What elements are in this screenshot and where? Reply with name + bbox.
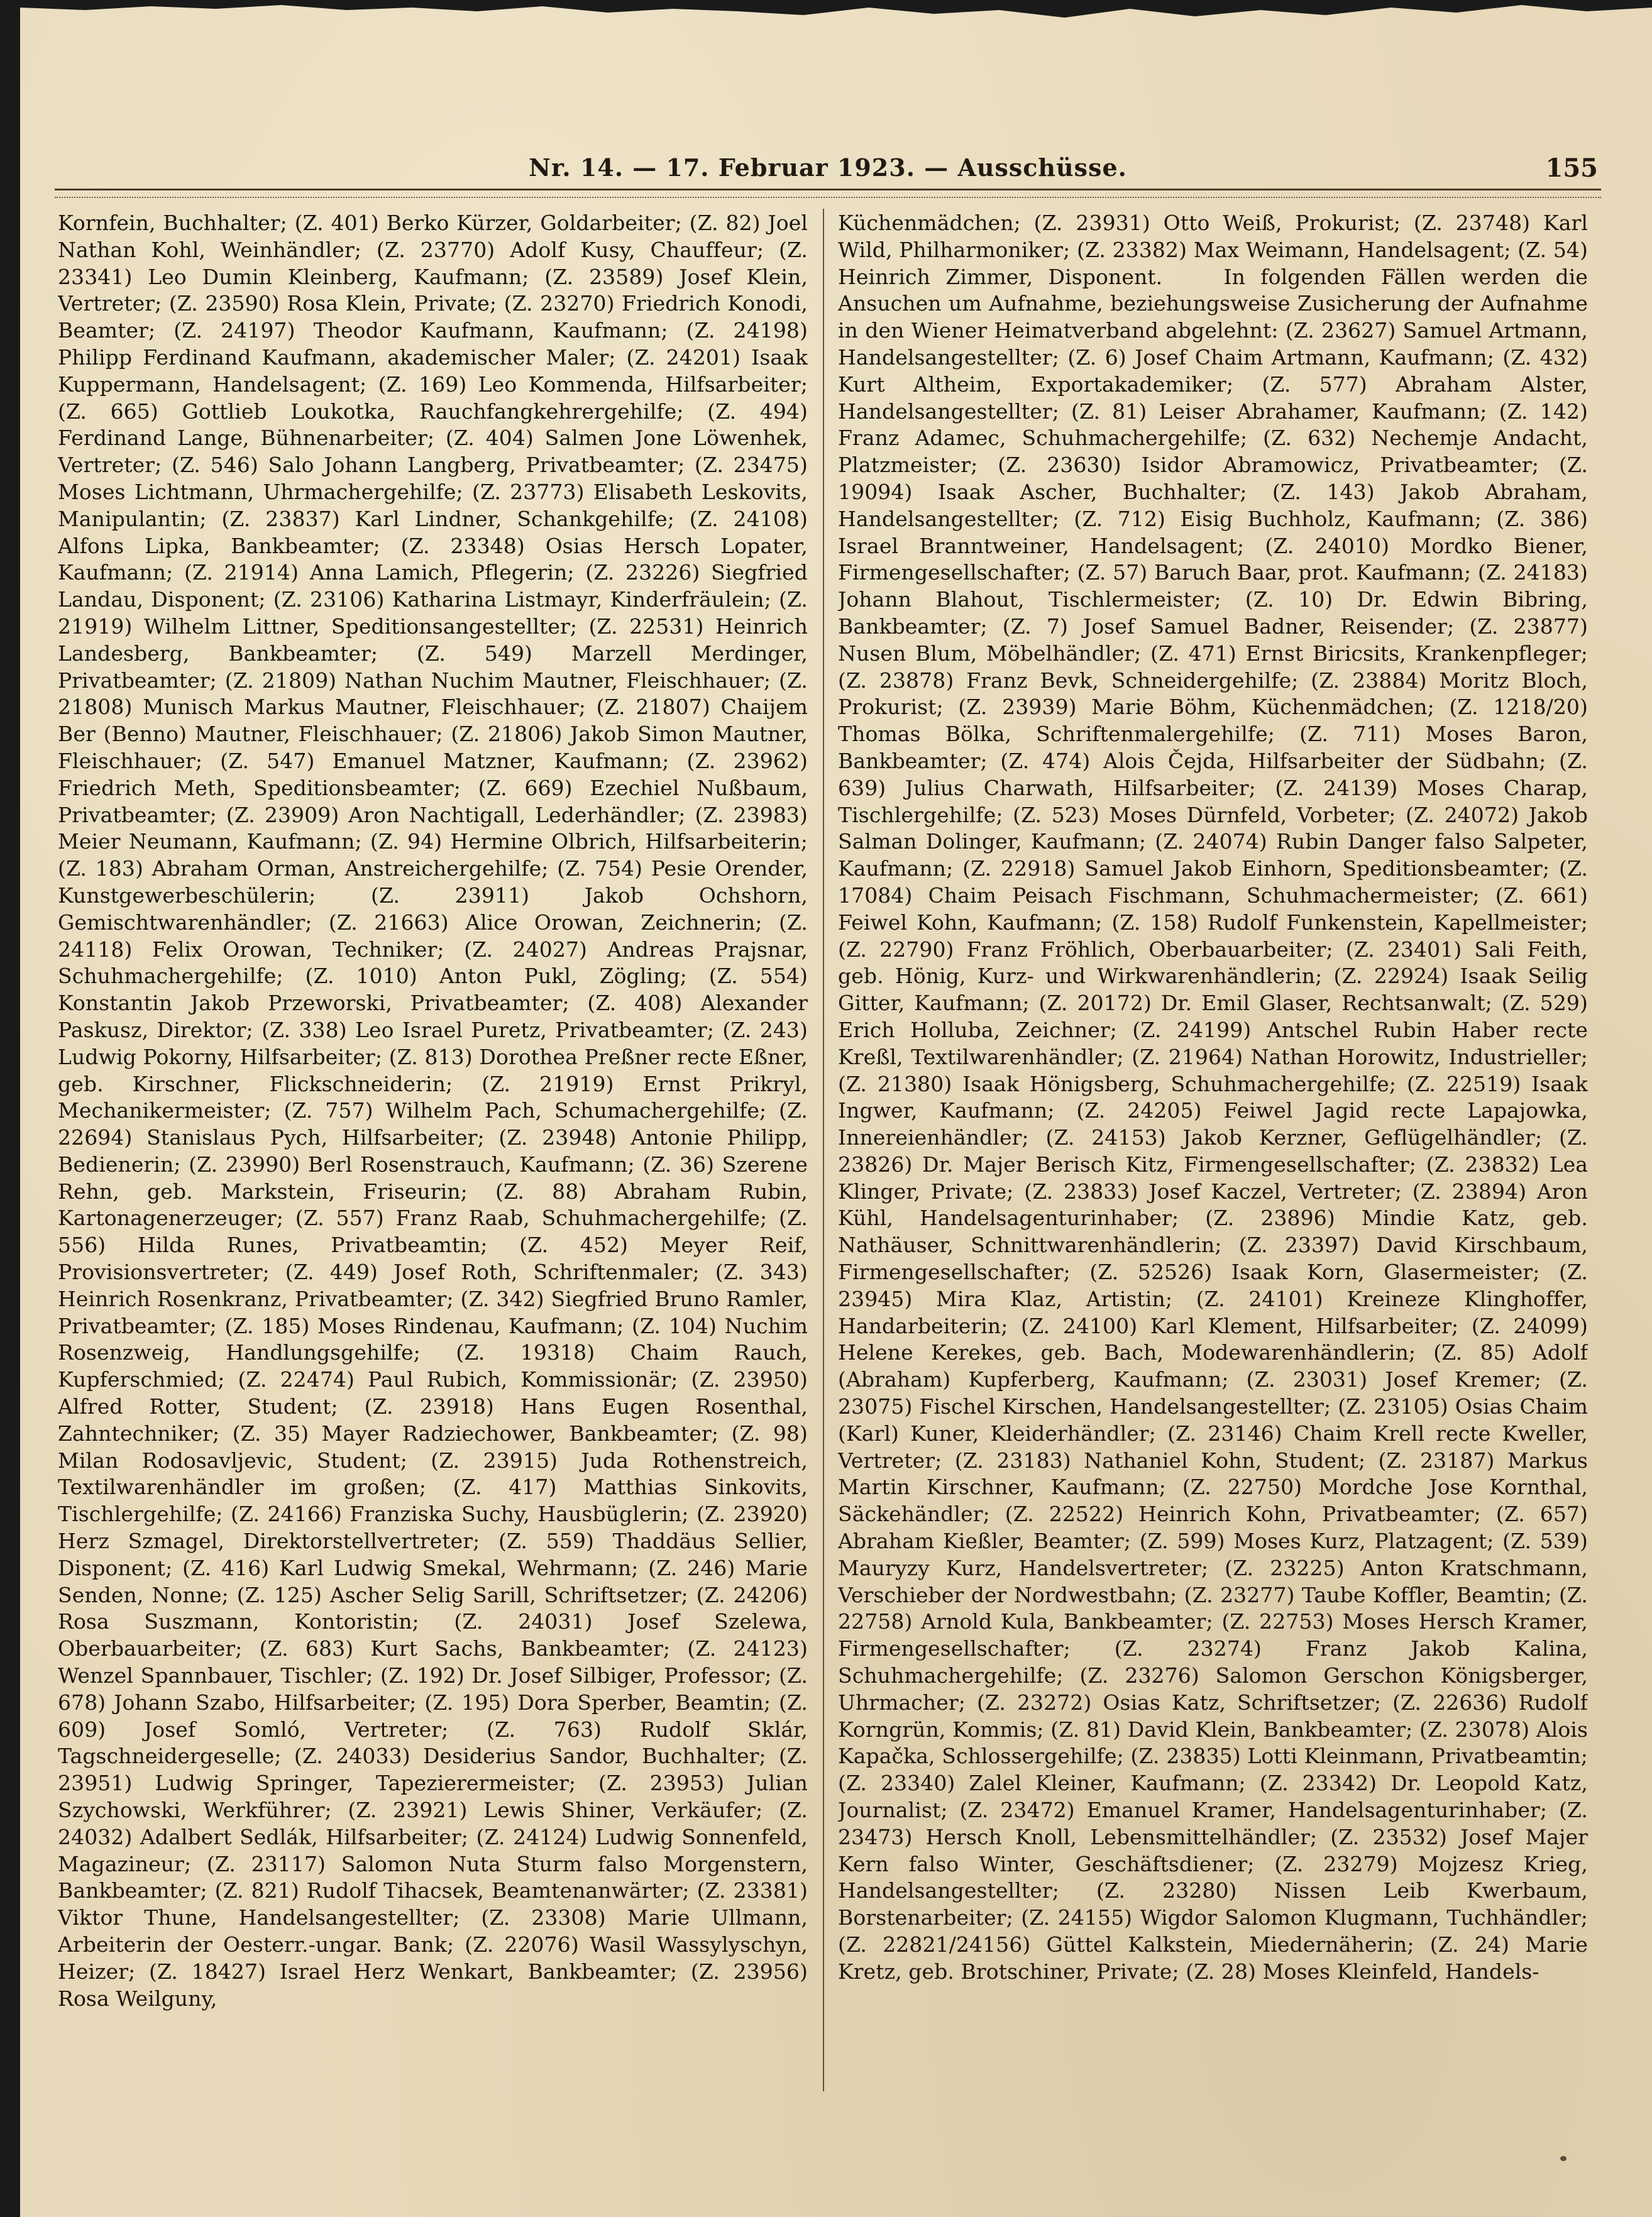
header-rule — [55, 189, 1601, 198]
page-number: 155 — [1545, 153, 1598, 183]
page-header — [58, 148, 1598, 186]
paper-spot — [1560, 2156, 1567, 2161]
torn-paper-edge — [20, 0, 1652, 25]
left-column-text: Kornfein, Buchhalter; (Z. 401) Berko Kürzer, Goldarbeiter; (Z. 82) Joel Nathan Kohl, Weinhändler; (Z. 23770) Adolf Kusy, Chauffeur; (Z. 23341) Leo Dumin Kleinberg, Kaufmann; (Z. 23589) Josef Klein, Vertreter; (Z. 23590) Rosa Klein, Private; (Z. 23270) Friedrich Konodi, Beamter; (Z. 24197) Theodor Kaufmann, Kaufmann; (Z. 24198) Philipp Ferdinand Kaufmann, akademischer Maler; (Z. 24201) Isaak Kuppermann, Handelsagent; (Z. 169) Leo Kommenda, Hilfsarbeiter; (Z. 665) Gottlieb Loukotka, Rauchfangkehrergehilfe; (Z. 494) Ferdinand Lange, Bühnenarbeiter; (Z. 404) Salmen Jone Löwenhek, Vertreter; (Z. 546) Salo Johann Langberg, Privatbeamter; (Z. 23475) Moses Lichtmann, Uhrmachergehilfe; (Z. 23773) Elisabeth Leskovits, Manipulantin; (Z. 23837) Karl Lindner, Schankgehilfe; (Z. 24108) Alfons Lipka, Bankbeamter; (Z. 23348) Osias Hersch Lopater, Kaufmann; (Z. 21914) Anna Lamich, Pflegerin; (Z. 23226) Siegfried Landau, Disponent; (Z. 23106) Katharina Listmayr, Kinderfräulein; (Z. 21919) Wilhelm Littner, Speditionsangestellter; (Z. 22531) Heinrich Landesberg, Bankbeamter; (Z. 549) Marzell Merdinger, Privatbeamter; (Z. 21809) Nathan Nuchim Mautner, Fleischhauer; (Z. 21808) Munisch Markus Mautner, Fleischhauer; (Z. 21807) Chaijem Ber (Benno) Mautner, Fleischhauer; (Z. 21806) Jakob Simon Mautner, Fleischhauer; (Z. 547) Emanuel Matzner, Kaufmann; (Z. 23962) Friedrich Meth, Speditionsbeamter; (Z. 669) Ezechiel Nußbaum, Privatbeamter; (Z. 23909) Aron Nachtigall, Lederhändler; (Z. 23983) Meier Neumann, Kaufmann; (Z. 94) Hermine Olbrich, Hilfsarbeiterin; (Z. 183) Abraham Orman, Anstreichergehilfe; (Z. 754) Pesie Orender, Kunstgewerbeschülerin; (Z. 23911) Jakob Ochshorn, Gemischtwarenhändler; (Z. 21663) Alice Orowan, Zeichnerin; (Z. 24118) Felix Orowan, Techniker; (Z. 24027) Andreas Prajsnar, Schuhmachergehilfe; (Z. 1010) Anton Pukl, Zögling; (Z. 554) Konstantin Jakob Przeworski, Privatbeamter; (Z. 408) Alexander Paskusz, Direktor; (Z. 338) Leo Israel Puretz, Privatbeamter; (Z. 243) Ludwig Pokorny, Hilfsarbeiter; (Z. 813) Dorothea Preßner recte Eßner, geb. Kirschner, Flickschneiderin; (Z. 21919) Ernst Prikryl, Mechanikermeister; (Z. 757) Wilhelm Pach, Schumachergehilfe; (Z. 22694) Stanislaus Pych, Hilfsarbeiter; (Z. 23948) Antonie Philipp, Bedienerin; (Z. 23990) Berl Rosenstrauch, Kaufmann; (Z. 36) Szerene Rehn, geb. Markstein, Friseurin; (Z. 88) Abraham Rubin, Kartonagenerzeuger; (Z. 557) Franz Raab, Schuhmachergehilfe; (Z. 556) Hilda Runes, Privatbeamtin; (Z. 452) Meyer Reif, Provisionsvertreter; (Z. 449) Josef Roth, Schriftenmaler; (Z. 343) Heinrich Rosenkranz, Privatbeamter; (Z. 342) Siegfried Bruno Ramler, Privatbeamter; (Z. 185) Moses Rindenau, Kaufmann; (Z. 104) Nuchim Rosenzweig, Handlungsgehilfe; (Z. 19318) Chaim Rauch, Kupferschmied; (Z. 22474) Paul Rubich, Kommissionär; (Z. 23950) Alfred Rotter, Student; (Z. 23918) Hans Eugen Rosenthal, Zahntechniker; (Z. 35) Mayer Radziechower, Bankbeamter; (Z. 98) Milan Rodosavljevic, Student; (Z. 23915) Juda Rothenstreich, Textilwarenhändler im großen; (Z. 417) Matthias Sinkovits, Tischlergehilfe; (Z. 24166) Franziska Suchy, Hausbüglerin; (Z. 23920) Herz Szmagel, Direktorstellvertreter; (Z. 559) Thaddäus Sellier, Disponent; (Z. 416) Karl Ludwig Smekal, Wehrmann; (Z. 246) Marie Senden, Nonne; (Z. 125) Ascher Selig Sarill, Schriftsetzer; (Z. 24206) Rosa Suszmann, Kontoristin; (Z. 24031) Josef Szelewa, Oberbauarbeiter; (Z. 683) Kurt Sachs, Bankbeamter; (Z. 24123) Wenzel Spannbauer, Tischler; (Z. 192) Dr. Josef Silbiger, Professor; (Z. 678) Johann Szabo, Hilfsarbeiter; (Z. 195) Dora Sperber, Beamtin; (Z. 609) Josef Somló, Vertreter; (Z. 763) Rudolf Sklár, Tagschneidergeselle; (Z. 24033) Desiderius Sandor, Buchhalter; (Z. 23951) Ludwig Springer, Tapezierermeister; (Z. 23953) Julian Szychowski, Werkführer; (Z. 23921) Lewis Shiner, Verkäufer; (Z. 24032) Adalbert Sedlák, Hilfsarbeiter; (Z. 24124) Ludwig Sonnenfeld, Magazineur; (Z. 23117) Salomon Nuta Sturm falso Morgenstern, Bankbeamter; (Z. 821) Rudolf Tihacsek, Beamtenanwärter; (Z. 23381) Viktor Thune, Handelsangestellter; (Z. 23308) Marie Ullmann, Arbeiterin der Oesterr.-ungar. Bank; (Z. 22076) Wasil Wassylyschyn, Heizer; (Z. 18427) Israel Herz Wenkart, Bankbeamter; (Z. 23956) Rosa Weilguny, — [58, 211, 808, 2011]
running-head: Nr. 14. — 17. Februar 1923. — Ausschüsse. — [529, 153, 1127, 182]
column-divider — [823, 209, 824, 2091]
newspaper-page — [20, 0, 1652, 2217]
right-column-text: Küchenmädchen; (Z. 23931) Otto Weiß, Prokurist; (Z. 23748) Karl Wild, Philharmoniker; (Z. 23382) Max Weimann, Handelsagent; (Z. 54) Heinrich Zimmer, Disponent. In folgenden Fällen werden die Ansuchen um Aufnahme, beziehungsweise Zusicherung der Aufnahme in den Wiener Heimatverband abgelehnt: (Z. 23627) Samuel Artmann, Handelsangestellter; (Z. 6) Josef Chaim Artmann, Kaufmann; (Z. 432) Kurt Altheim, Exportakademiker; (Z. 577) Abraham Alster, Handelsangestellter; (Z. 81) Leiser Abrahamer, Kaufmann; (Z. 142) Franz Adamec, Schuhmachergehilfe; (Z. 632) Nechemje Andacht, Platzmeister; (Z. 23630) Isidor Abramowicz, Privatbeamter; (Z. 19094) Isaak Ascher, Buchhalter; (Z. 143) Jakob Abraham, Handelsangestellter; (Z. 712) Eisig Buchholz, Kaufmann; (Z. 386) Israel Branntweiner, Handelsagent; (Z. 24010) Mordko Biener, Firmengesellschafter; (Z. 57) Baruch Baar, prot. Kaufmann; (Z. 24183) Johann Blahout, Tischlermeister; (Z. 10) Dr. Edwin Bibring, Bankbeamter; (Z. 7) Josef Samuel Badner, Reisender; (Z. 23877) Nusen Blum, Möbelhändler; (Z. 471) Ernst Biricsits, Krankenpfleger; (Z. 23878) Franz Bevk, Schneidergehilfe; (Z. 23884) Moritz Bloch, Prokurist; (Z. 23939) Marie Böhm, Küchenmädchen; (Z. 1218/20) Thomas Bölka, Schriftenmalergehilfe; (Z. 711) Moses Baron, Bankbeamter; (Z. 474) Alois Čejda, Hilfsarbeiter der Südbahn; (Z. 639) Julius Charwath, Hilfsarbeiter; (Z. 24139) Moses Charap, Tischlergehilfe; (Z. 523) Moses Dürnfeld, Vorbeter; (Z. 24072) Jakob Salman Dolinger, Kaufmann; (Z. 24074) Rubin Danger falso Salpeter, Kaufmann; (Z. 22918) Samuel Jakob Einhorn, Speditionsbeamter; (Z. 17084) Chaim Peisach Fischmann, Schuhmachermeister; (Z. 661) Feiwel Kohn, Kaufmann; (Z. 158) Rudolf Funkenstein, Kapellmeister; (Z. 22790) Franz Fröhlich, Oberbauarbeiter; (Z. 23401) Sali Feith, geb. Hönig, Kurz- und Wirkwarenhändlerin; (Z. 22924) Isaak Seilig Gitter, Kaufmann; (Z. 20172) Dr. Emil Glaser, Rechtsanwalt; (Z. 529) Erich Holluba, Zeichner; (Z. 24199) Antschel Rubin Haber recte Kreßl, Textilwarenhändler; (Z. 21964) Nathan Horowitz, Industrieller; (Z. 21380) Isaak Hönigsberg, Schuhmachergehilfe; (Z. 22519) Isaak Ingwer, Kaufmann; (Z. 24205) Feiwel Jagid recte Lapajowka, Innereienhändler; (Z. 24153) Jakob Kerzner, Geflügelhändler; (Z. 23826) Dr. Majer Berisch Kitz, Firmengesellschafter; (Z. 23832) Lea Klinger, Private; (Z. 23833) Josef Kaczel, Vertreter; (Z. 23894) Aron Kühl, Handelsagenturinhaber; (Z. 23896) Mindie Katz, geb. Nathäuser, Schnittwarenhändlerin; (Z. 23397) David Kirschbaum, Firmengesellschafter; (Z. 52526) Isaak Korn, Glasermeister; (Z. 23945) Mira Klaz, Artistin; (Z. 24101) Kreineze Klinghoffer, Handarbeiterin; (Z. 24100) Karl Klement, Hilfsarbeiter; (Z. 24099) Helene Kerekes, geb. Bach, Modewarenhändlerin; (Z. 85) Adolf (Abraham) Kupferberg, Kaufmann; (Z. 23031) Josef Kremer; (Z. 23075) Fischel Kirschen, Handelsangestellter; (Z. 23105) Osias Chaim (Karl) Kuner, Kleiderhändler; (Z. 23146) Chaim Krell recte Kweller, Vertreter; (Z. 23183) Nathaniel Kohn, Student; (Z. 23187) Markus Martin Kirschner, Kaufmann; (Z. 22750) Mordche Jose Kornthal, Säckehändler; (Z. 22522) Heinrich Kohn, Privatbeamter; (Z. 657) Abraham Kießler, Beamter; (Z. 599) Moses Kurz, Platzagent; (Z. 539) Mauryzy Kurz, Handelsvertreter; (Z. 23225) Anton Kratschmann, Verschieber der Nordwestbahn; (Z. 23277) Taube Koffler, Beamtin; (Z. 22758) Arnold Kula, Bankbeamter; (Z. 22753) Moses Hersch Kramer, Firmengesellschafter; (Z. 23274) Franz Jakob Kalina, Schuhmachergehilfe; (Z. 23276) Salomon Gerschon Königsberger, Uhrmacher; (Z. 23272) Osias Katz, Schriftsetzer; (Z. 22636) Rudolf Korngrün, Kommis; (Z. 81) David Klein, Bankbeamter; (Z. 23078) Alois Kapačka, Schlossergehilfe; (Z. 23835) Lotti Kleinmann, Privatbeamtin; (Z. 23340) Zalel Kleiner, Kaufmann; (Z. 23342) Dr. Leopold Katz, Journalist; (Z. 23472) Emanuel Kramer, Handelsagenturinhaber; (Z. 23473) Hersch Knoll, Lebensmittelhändler; (Z. 23532) Josef Majer Kern falso Winter, Geschäftsdiener; (Z. 23279) Mojzesz Krieg, Handelsangestellter; (Z. 23280) Nissen Leib Kwerbaum, Borstenarbeiter; (Z. 24155) Wigdor Salomon Klugmann, Tuchhändler; (Z. 22821/24156) Güttel Kalkstein, Miedernäherin; (Z. 24) Marie Kretz, geb. Brotschiner, Private; (Z. 28) Moses Kleinfeld, Handels- — [838, 211, 1588, 1984]
